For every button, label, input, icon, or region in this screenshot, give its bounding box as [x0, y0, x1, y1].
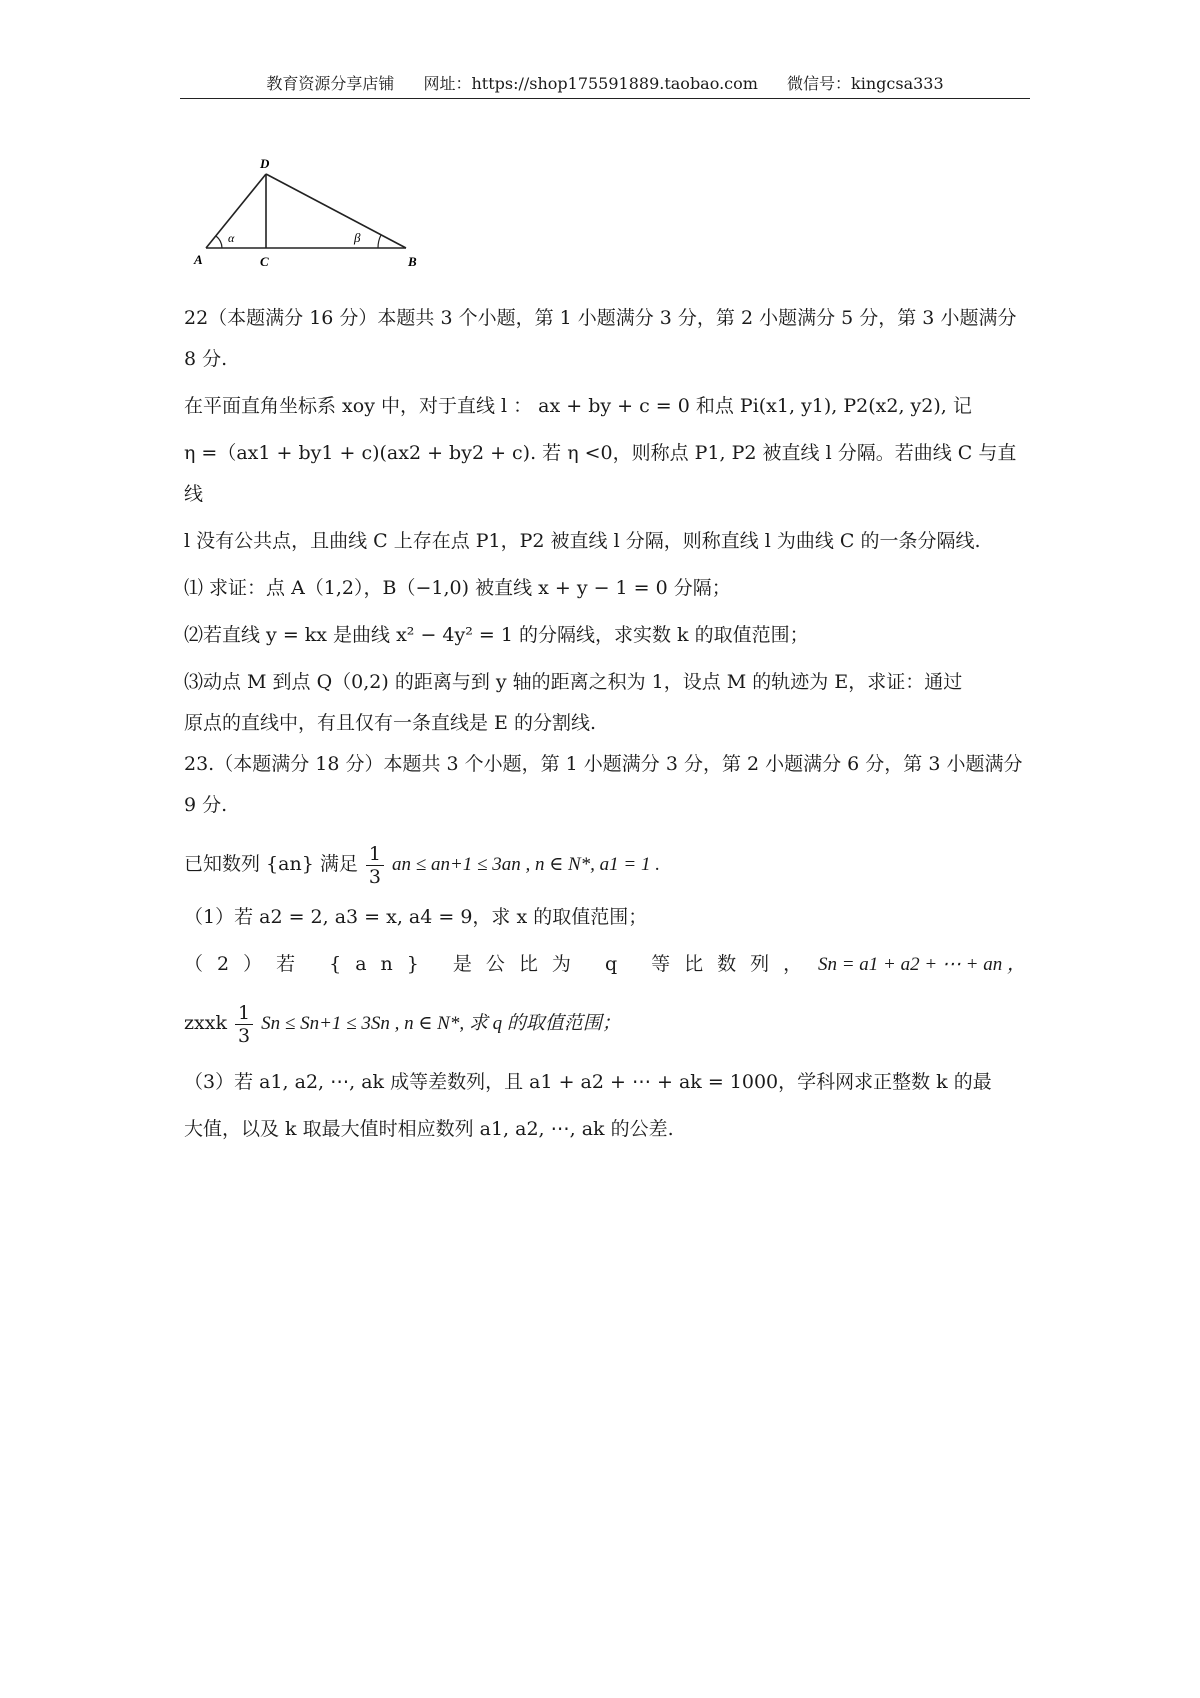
q23-given-prefix: 已知数列 {an} 满足 — [184, 853, 358, 875]
q23-part2-left: （2）若 {an} 是公比为 q 等比数列， — [184, 953, 817, 975]
q23-part1: （1）若 a2 = 2, a3 = x, a4 = 9，求 x 的取值范围； — [184, 906, 648, 928]
label-d: D — [260, 158, 270, 171]
q22-definition-line2: η =（ax1 + by1 + c)(ax2 + by2 + c). 若 η <0，则称点 P1, P2 被直线 l 分隔。若曲线 C 与直线 — [184, 442, 1017, 505]
label-a: A — [194, 252, 203, 267]
q22-definition-line1: 在平面直角坐标系 xoy 中，对于直线 l ： ax + by + c = 0 和点 Pi(x1, y1), P2(x2, y2), 记 — [184, 395, 972, 417]
q23-intro: 23.（本题满分 18 分）本题共 3 个小题，第 1 小题满分 3 分，第 2 小题满分 6 分，第 3 小题满分 9 分. — [184, 753, 1023, 816]
fraction-denominator: 3 — [238, 1024, 251, 1047]
q22-part2: ⑵若直线 y = kx 是曲线 x² − 4y² = 1 的分隔线，求实数 k 的取值范围； — [184, 624, 809, 646]
q23-part3-line1: （3）若 a1, a2, ⋯, ak 成等差数列，且 a1 + a2 + ⋯ + ak = 1000，学科网求正整数 k 的最 — [184, 1071, 992, 1093]
header-wechat: 微信号：kingcsa333 — [787, 74, 944, 93]
q22-definition-line3: l 没有公共点，且曲线 C 上存在点 P1，P2 被直线 l 分隔，则称直线 l 为曲线 C 的一条分隔线. — [184, 530, 981, 552]
triangle-figure — [178, 158, 448, 278]
q23-part2-line1 — [184, 944, 1026, 985]
q23-given — [184, 832, 1026, 897]
page-header — [180, 72, 1030, 99]
q22-part3-line2: 原点的直线中，有且仅有一条直线是 E 的分割线. — [184, 712, 596, 734]
segment-db — [266, 174, 406, 248]
q23-given-suffix: an ≤ an+1 ≤ 3an , n ∈ N*, a1 = 1 . — [392, 854, 661, 875]
angle-beta-arc — [378, 235, 381, 248]
fraction-one-third-2 — [235, 1002, 253, 1047]
header-url: 网址：https://shop175591889.taobao.com — [423, 74, 758, 93]
fraction-denominator: 3 — [368, 865, 381, 888]
q23-part3-line2: 大值，以及 k 取最大值时相应数列 a1, a2, ⋯, ak 的公差. — [184, 1118, 674, 1140]
fraction-one-third — [366, 843, 384, 888]
fraction-numerator: 1 — [235, 1002, 253, 1025]
angle-alpha-arc — [216, 236, 222, 248]
segment-ad — [206, 174, 266, 248]
fraction-numerator: 1 — [366, 843, 384, 866]
q23-part2-line2 — [184, 991, 1026, 1056]
label-b: B — [408, 254, 417, 269]
q23-part2-prefix: zxxk — [184, 1012, 227, 1034]
label-alpha: α — [228, 231, 235, 245]
problem-content — [184, 298, 1026, 1150]
label-c: C — [260, 254, 269, 269]
header-shop: 教育资源分享店铺 — [266, 74, 395, 93]
q23-part2-suffix: Sn ≤ Sn+1 ≤ 3Sn , n ∈ N*, 求 q 的取值范围； — [261, 1013, 621, 1034]
q22-part3-line1: ⑶动点 M 到点 Q（0,2) 的距离与到 y 轴的距离之积为 1，设点 M 的轨迹为 E，求证：通过 — [184, 671, 963, 693]
q22-part1: ⑴ 求证：点 A（1,2），B（−1,0) 被直线 x + y − 1 = 0 分隔； — [184, 577, 731, 599]
label-beta: β — [354, 230, 361, 245]
q22-intro: 22（本题满分 16 分）本题共 3 个小题，第 1 小题满分 3 分，第 2 小题满分 5 分，第 3 小题满分 8 分. — [184, 307, 1017, 370]
q23-part2-right: Sn = a1 + a2 + ⋯ + an ， — [817, 954, 1026, 975]
